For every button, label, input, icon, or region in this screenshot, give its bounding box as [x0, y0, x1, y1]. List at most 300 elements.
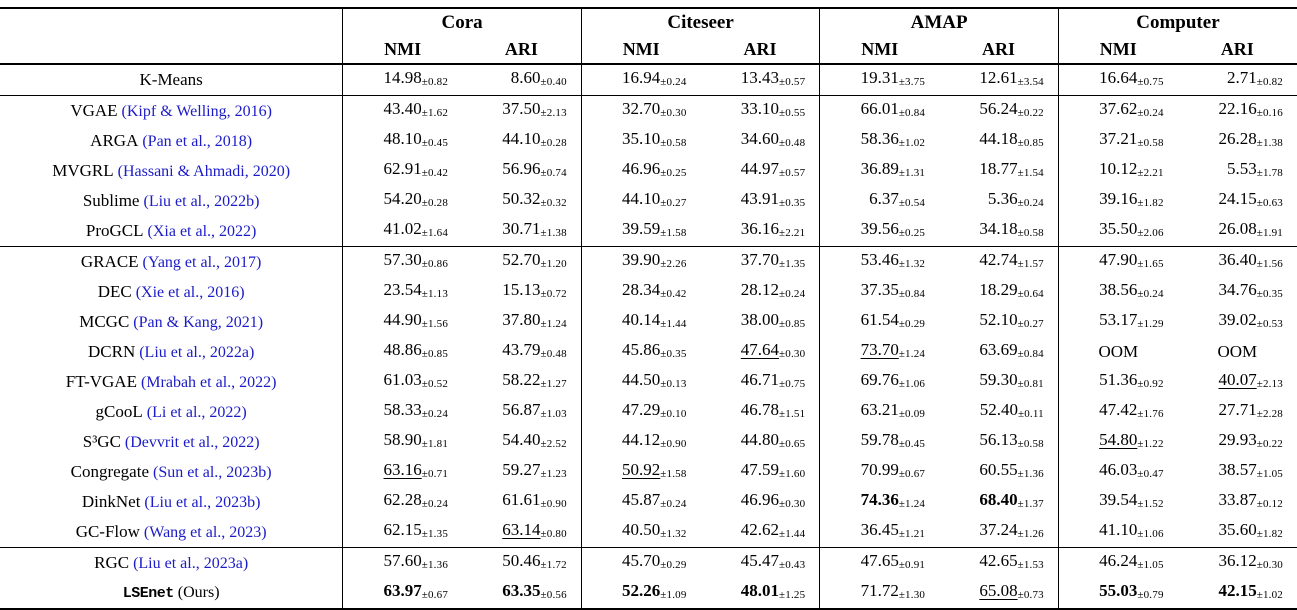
- mean-value: 37.70: [740, 250, 780, 269]
- value-cell: [462, 517, 581, 548]
- mean-value: 32.70: [622, 99, 661, 118]
- std-value: ±1.30: [898, 589, 926, 601]
- table-row: [0, 64, 1297, 96]
- value-cell: [820, 337, 939, 367]
- method-name: gCooL: [95, 401, 143, 421]
- mean-value: 26.28: [1218, 129, 1257, 148]
- value-cell: [581, 277, 700, 307]
- mean-value: 35.10: [622, 129, 661, 148]
- value-cell: [701, 457, 820, 487]
- method-name: DCRN: [87, 341, 136, 361]
- mean-value: 73.70: [860, 340, 899, 359]
- value-cell: [939, 517, 1058, 548]
- mean-value: 47.64: [740, 340, 780, 359]
- mean-value: 63.14: [502, 520, 541, 539]
- mean-value: 30.71: [502, 219, 541, 238]
- mean-value: 56.96: [502, 159, 541, 178]
- metric-header-nmi: NMI: [581, 36, 700, 64]
- mean-value: 62.15: [383, 520, 422, 539]
- citation-link[interactable]: (Xia et al., 2022): [143, 222, 257, 240]
- mean-value: 33.10: [740, 99, 780, 118]
- mean-value: 46.78: [740, 400, 780, 419]
- std-value: ±0.30: [779, 348, 806, 360]
- std-value: ±0.56: [540, 589, 567, 601]
- value-cell: [939, 427, 1058, 457]
- table-row: [0, 337, 1297, 367]
- value-cell: [581, 64, 700, 96]
- citation-link[interactable]: (Pan & Kang, 2021): [129, 313, 264, 331]
- std-value: ±1.31: [898, 167, 926, 179]
- std-value: ±2.21: [1137, 167, 1164, 179]
- mean-value: 42.65: [979, 551, 1018, 570]
- metric-header-ari: ARI: [939, 36, 1058, 64]
- std-value: ±1.09: [660, 589, 687, 601]
- table-row: [0, 367, 1297, 397]
- value-cell: [1058, 367, 1177, 397]
- mean-value: 51.36: [1099, 370, 1138, 389]
- citation-link[interactable]: (Wang et al., 2023): [139, 523, 267, 541]
- citation-link[interactable]: (Yang et al., 2017): [138, 253, 262, 271]
- method-name: ARGA: [90, 130, 139, 150]
- value-cell: [1058, 156, 1177, 186]
- method-cell: [0, 367, 343, 397]
- std-value: ±0.40: [540, 76, 567, 88]
- std-value: ±0.35: [660, 348, 687, 360]
- mean-value: 42.62: [740, 520, 780, 539]
- method-cell: [0, 578, 343, 609]
- mean-value: 5.36: [987, 189, 1018, 208]
- std-value: ±2.13: [1256, 378, 1283, 390]
- value-cell: [1058, 578, 1177, 609]
- std-value: ±0.92: [1137, 378, 1164, 390]
- mean-value: 45.87: [622, 490, 661, 509]
- mean-value: 66.01: [860, 99, 899, 118]
- std-value: ±0.67: [421, 589, 449, 601]
- std-value: ±0.35: [779, 197, 806, 209]
- value-cell: [1058, 427, 1177, 457]
- method-name: GRACE: [80, 251, 139, 271]
- mean-value: 54.80: [1099, 430, 1138, 449]
- mean-value: 58.22: [502, 370, 541, 389]
- value-cell: [1178, 307, 1297, 337]
- value-cell: [1178, 277, 1297, 307]
- std-value: ±0.27: [660, 197, 687, 209]
- std-value: ±0.82: [1256, 76, 1283, 88]
- mean-value: 44.80: [740, 430, 780, 449]
- std-value: ±1.24: [898, 498, 926, 510]
- mean-value: 58.33: [383, 400, 422, 419]
- mean-value: 22.16: [1218, 99, 1257, 118]
- citation-link[interactable]: (Liu et al., 2023a): [129, 554, 249, 572]
- corner-cell: [0, 36, 343, 64]
- mean-value: 53.46: [860, 250, 899, 269]
- mean-value: 50.46: [502, 551, 541, 570]
- value-cell: [1178, 216, 1297, 247]
- std-value: ±2.28: [1256, 408, 1283, 420]
- std-value: ±0.43: [779, 559, 806, 571]
- std-value: ±3.75: [898, 76, 926, 88]
- std-value: ±1.36: [1017, 468, 1044, 480]
- value-cell: [701, 247, 820, 278]
- method-cell: [0, 96, 343, 127]
- std-value: ±0.32: [540, 197, 567, 209]
- mean-value: 46.71: [740, 370, 780, 389]
- std-value: ±1.36: [421, 559, 449, 571]
- mean-value: 10.12: [1099, 159, 1138, 178]
- std-value: ±0.57: [779, 167, 806, 179]
- method-cell: [0, 427, 343, 457]
- std-value: ±0.12: [1256, 498, 1283, 510]
- mean-value: 53.17: [1099, 310, 1138, 329]
- value-cell: [1058, 277, 1177, 307]
- value-cell: [343, 517, 462, 548]
- value-cell: [1178, 427, 1297, 457]
- std-value: ±0.24: [660, 498, 687, 510]
- citation-link[interactable]: (Sun et al., 2023b): [148, 463, 272, 481]
- value-cell: [939, 487, 1058, 517]
- mean-value: 36.12: [1218, 551, 1257, 570]
- std-value: ±0.28: [421, 197, 449, 209]
- value-cell: [581, 427, 700, 457]
- value-cell: [343, 578, 462, 609]
- mean-value: 61.54: [860, 310, 899, 329]
- std-value: ±0.71: [421, 468, 449, 480]
- value-cell: [1058, 96, 1177, 127]
- std-value: ±0.85: [1017, 137, 1044, 149]
- std-value: ±1.76: [1137, 408, 1164, 420]
- mean-value: 42.74: [979, 250, 1018, 269]
- std-value: ±1.53: [1017, 559, 1044, 571]
- mean-value: 40.50: [622, 520, 661, 539]
- std-value: ±1.32: [660, 528, 687, 540]
- value-cell: [1058, 64, 1177, 96]
- value-cell: [701, 517, 820, 548]
- mean-value: 13.43: [740, 68, 780, 87]
- mean-value: 44.90: [383, 310, 422, 329]
- value-cell: [939, 367, 1058, 397]
- std-value: ±0.28: [540, 137, 567, 149]
- method-name: S³GC: [82, 431, 121, 451]
- std-value: ±0.90: [540, 498, 567, 510]
- method-cell: [0, 397, 343, 427]
- value-cell: [581, 457, 700, 487]
- value-cell: [939, 277, 1058, 307]
- std-value: ±0.27: [1017, 318, 1044, 330]
- mean-value: 44.10: [622, 189, 661, 208]
- std-value: ±0.48: [779, 137, 806, 149]
- value-cell: [1178, 247, 1297, 278]
- std-value: ±1.21: [898, 528, 926, 540]
- table-row: [0, 186, 1297, 216]
- value-cell: [1178, 156, 1297, 186]
- table-row: [0, 96, 1297, 127]
- method-name: RGC: [94, 552, 130, 572]
- std-value: ±0.58: [660, 137, 687, 149]
- citation-link[interactable]: (Liu et al., 2022a): [135, 343, 255, 361]
- method-name: LSEnet: [122, 585, 174, 602]
- value-cell: [1178, 367, 1297, 397]
- std-value: ±0.63: [1256, 197, 1283, 209]
- std-value: ±2.06: [1137, 227, 1164, 239]
- method-name: DEC: [97, 281, 132, 301]
- std-value: ±0.24: [1137, 107, 1164, 119]
- mean-value: 47.59: [740, 460, 780, 479]
- std-value: ±0.29: [660, 559, 687, 571]
- std-value: ±0.24: [779, 288, 806, 300]
- mean-value: 60.55: [979, 460, 1018, 479]
- mean-value: 16.64: [1099, 68, 1138, 87]
- value-cell: [939, 457, 1058, 487]
- std-value: ±1.44: [779, 528, 806, 540]
- mean-value: 59.78: [860, 430, 899, 449]
- mean-value: 48.10: [383, 129, 422, 148]
- value-cell: [343, 427, 462, 457]
- method-cell: [0, 216, 343, 247]
- table-row: [0, 156, 1297, 186]
- value-cell: [820, 186, 939, 216]
- mean-value: 12.61: [979, 68, 1018, 87]
- method-name: Sublime: [82, 190, 140, 210]
- mean-value: 74.36: [860, 490, 899, 509]
- citation-link[interactable]: (Li et al., 2022): [142, 403, 247, 421]
- mean-value: 39.90: [622, 250, 661, 269]
- value-cell: [343, 96, 462, 127]
- value-cell: [343, 548, 462, 579]
- mean-value: 44.10: [502, 129, 541, 148]
- method-cell: [0, 337, 343, 367]
- value-cell: [701, 64, 820, 96]
- std-value: ±0.75: [779, 378, 806, 390]
- metric-header-row: [0, 36, 1297, 64]
- value-cell: [939, 578, 1058, 609]
- citation-link[interactable]: (Pan et al., 2018): [138, 132, 253, 150]
- value-cell: [820, 397, 939, 427]
- mean-value: 28.12: [740, 280, 780, 299]
- value-cell: [581, 578, 700, 609]
- method-name: Congregate: [70, 461, 149, 481]
- std-value: ±1.51: [779, 408, 806, 420]
- mean-value: 46.96: [740, 490, 780, 509]
- citation-link[interactable]: (Xie et al., 2016): [131, 283, 245, 301]
- method-cell: [0, 64, 343, 96]
- mean-value: 57.60: [383, 551, 422, 570]
- mean-value: 35.50: [1099, 219, 1138, 238]
- mean-value: 56.87: [502, 400, 541, 419]
- std-value: ±0.29: [898, 318, 926, 330]
- mean-value: 44.97: [740, 159, 780, 178]
- citation-link[interactable]: (Liu et al., 2022b): [139, 192, 260, 210]
- std-value: ±1.24: [898, 348, 926, 360]
- method-cell: [0, 548, 343, 579]
- std-value: ±0.58: [1017, 438, 1044, 450]
- value-cell: [343, 64, 462, 96]
- mean-value: 40.07: [1218, 370, 1257, 389]
- std-value: ±0.42: [660, 288, 687, 300]
- mean-value: 45.47: [740, 551, 780, 570]
- value-cell: [701, 307, 820, 337]
- value-cell: [462, 427, 581, 457]
- value-cell: [1058, 126, 1177, 156]
- value-cell: [939, 307, 1058, 337]
- value-cell: [343, 397, 462, 427]
- std-value: ±1.65: [1137, 258, 1164, 270]
- value-cell: [1178, 96, 1297, 127]
- mean-value: 23.54: [383, 280, 422, 299]
- std-value: ±0.24: [421, 498, 449, 510]
- mean-value: 35.60: [1218, 520, 1257, 539]
- citation-link[interactable]: (Hassani & Ahmadi, 2020): [113, 162, 291, 180]
- mean-value: 29.93: [1218, 430, 1257, 449]
- std-value: ±1.91: [1256, 227, 1283, 239]
- mean-value: 47.29: [622, 400, 661, 419]
- std-value: ±0.74: [540, 167, 567, 179]
- std-value: ±0.67: [898, 468, 926, 480]
- metric-header-nmi: NMI: [343, 36, 462, 64]
- citation-link[interactable]: (Devvrit et al., 2022): [120, 433, 260, 451]
- std-value: ±0.81: [1017, 378, 1044, 390]
- value-cell: [462, 126, 581, 156]
- table-row: [0, 517, 1297, 548]
- mean-value: 52.40: [979, 400, 1018, 419]
- value-cell: [939, 64, 1058, 96]
- std-value: ±0.91: [898, 559, 926, 571]
- mean-value: 39.16: [1099, 189, 1138, 208]
- value-cell: [343, 367, 462, 397]
- value-cell: [1058, 247, 1177, 278]
- mean-value: 52.26: [622, 581, 661, 600]
- std-value: ±1.26: [1017, 528, 1044, 540]
- mean-value: 55.03: [1099, 581, 1138, 600]
- value-cell: [1058, 517, 1177, 548]
- std-value: ±1.02: [898, 137, 926, 149]
- value-cell: [820, 96, 939, 127]
- method-cell: [0, 487, 343, 517]
- std-value: ±1.05: [1256, 468, 1283, 480]
- std-value: ±1.82: [1256, 528, 1283, 540]
- method-name: VGAE: [70, 100, 118, 120]
- value-cell: [820, 548, 939, 579]
- std-value: ±1.72: [540, 559, 567, 571]
- value-cell: [581, 216, 700, 247]
- value-cell: [462, 548, 581, 579]
- std-value: ±0.84: [1017, 348, 1044, 360]
- dataset-header-citeseer: Citeseer: [581, 8, 820, 36]
- value-cell: [1178, 397, 1297, 427]
- value-cell: [462, 487, 581, 517]
- value-cell: [1058, 307, 1177, 337]
- mean-value: 52.10: [979, 310, 1018, 329]
- std-value: ±0.85: [421, 348, 449, 360]
- value-cell: [701, 96, 820, 127]
- std-value: ±1.27: [540, 378, 567, 390]
- mean-value: 54.20: [383, 189, 422, 208]
- citation-link[interactable]: (Liu et al., 2023b): [140, 493, 261, 511]
- value-cell: [462, 186, 581, 216]
- value-cell: [701, 186, 820, 216]
- mean-value: 39.56: [860, 219, 899, 238]
- std-value: ±2.26: [660, 258, 687, 270]
- mean-value: 8.60: [510, 68, 541, 87]
- std-value: ±1.06: [898, 378, 926, 390]
- value-cell: [939, 96, 1058, 127]
- table-row: [0, 397, 1297, 427]
- value-cell: [581, 517, 700, 548]
- table-row: [0, 307, 1297, 337]
- std-value: ±1.60: [779, 468, 806, 480]
- mean-value: 42.15: [1218, 581, 1257, 600]
- value-cell: [1178, 186, 1297, 216]
- value-cell: [581, 397, 700, 427]
- method-name: FT-VGAE: [65, 371, 137, 391]
- mean-value: 48.01: [740, 581, 780, 600]
- value-cell: [820, 216, 939, 247]
- mean-value: 34.60: [740, 129, 780, 148]
- std-value: ±0.82: [421, 76, 449, 88]
- std-value: ±1.56: [1256, 258, 1283, 270]
- mean-value: 34.18: [979, 219, 1018, 238]
- std-value: ±0.84: [898, 288, 926, 300]
- method-name: ProGCL: [85, 220, 144, 240]
- dataset-header-row: [0, 8, 1297, 36]
- value-cell: [581, 307, 700, 337]
- value-cell: [462, 367, 581, 397]
- mean-value: 63.97: [383, 581, 422, 600]
- method-name: GC-Flow: [75, 521, 140, 541]
- method-name: DinkNet: [81, 491, 141, 511]
- method-name: MVGRL: [52, 160, 114, 180]
- std-value: ±1.58: [660, 468, 687, 480]
- mean-value: 44.12: [622, 430, 661, 449]
- value-cell: [462, 247, 581, 278]
- std-value: ±0.11: [1018, 408, 1044, 420]
- value-cell: [581, 337, 700, 367]
- mean-value: 33.87: [1218, 490, 1257, 509]
- value-cell: [701, 548, 820, 579]
- mean-value: 37.80: [502, 310, 541, 329]
- value-cell: [820, 457, 939, 487]
- method-cell: [0, 247, 343, 278]
- value-cell: [1058, 487, 1177, 517]
- mean-value: 62.28: [383, 490, 422, 509]
- std-value: ±0.22: [1017, 107, 1044, 119]
- value-cell: OOM: [1217, 342, 1258, 361]
- citation-link[interactable]: (Kipf & Welling, 2016): [117, 102, 272, 120]
- value-cell: [1178, 578, 1297, 609]
- mean-value: 59.30: [979, 370, 1018, 389]
- mean-value: 70.99: [860, 460, 899, 479]
- value-cell: [462, 96, 581, 127]
- std-value: ±0.90: [660, 438, 687, 450]
- std-value: ±0.45: [421, 137, 449, 149]
- std-value: ±1.82: [1137, 197, 1164, 209]
- value-cell: [1058, 216, 1177, 247]
- value-cell: [581, 126, 700, 156]
- value-cell: [701, 216, 820, 247]
- value-cell: [939, 126, 1058, 156]
- value-cell: [939, 397, 1058, 427]
- citation-link[interactable]: (Mrabah et al., 2022): [136, 373, 277, 391]
- mean-value: 43.79: [502, 340, 541, 359]
- mean-value: 38.56: [1099, 280, 1138, 299]
- dataset-header-cora: Cora: [343, 8, 582, 36]
- value-cell: [820, 247, 939, 278]
- std-value: ±1.20: [540, 258, 567, 270]
- mean-value: 45.70: [622, 551, 661, 570]
- mean-value: 38.57: [1218, 460, 1257, 479]
- table-row: [0, 247, 1297, 278]
- method-cell: [0, 307, 343, 337]
- mean-value: 47.65: [860, 551, 899, 570]
